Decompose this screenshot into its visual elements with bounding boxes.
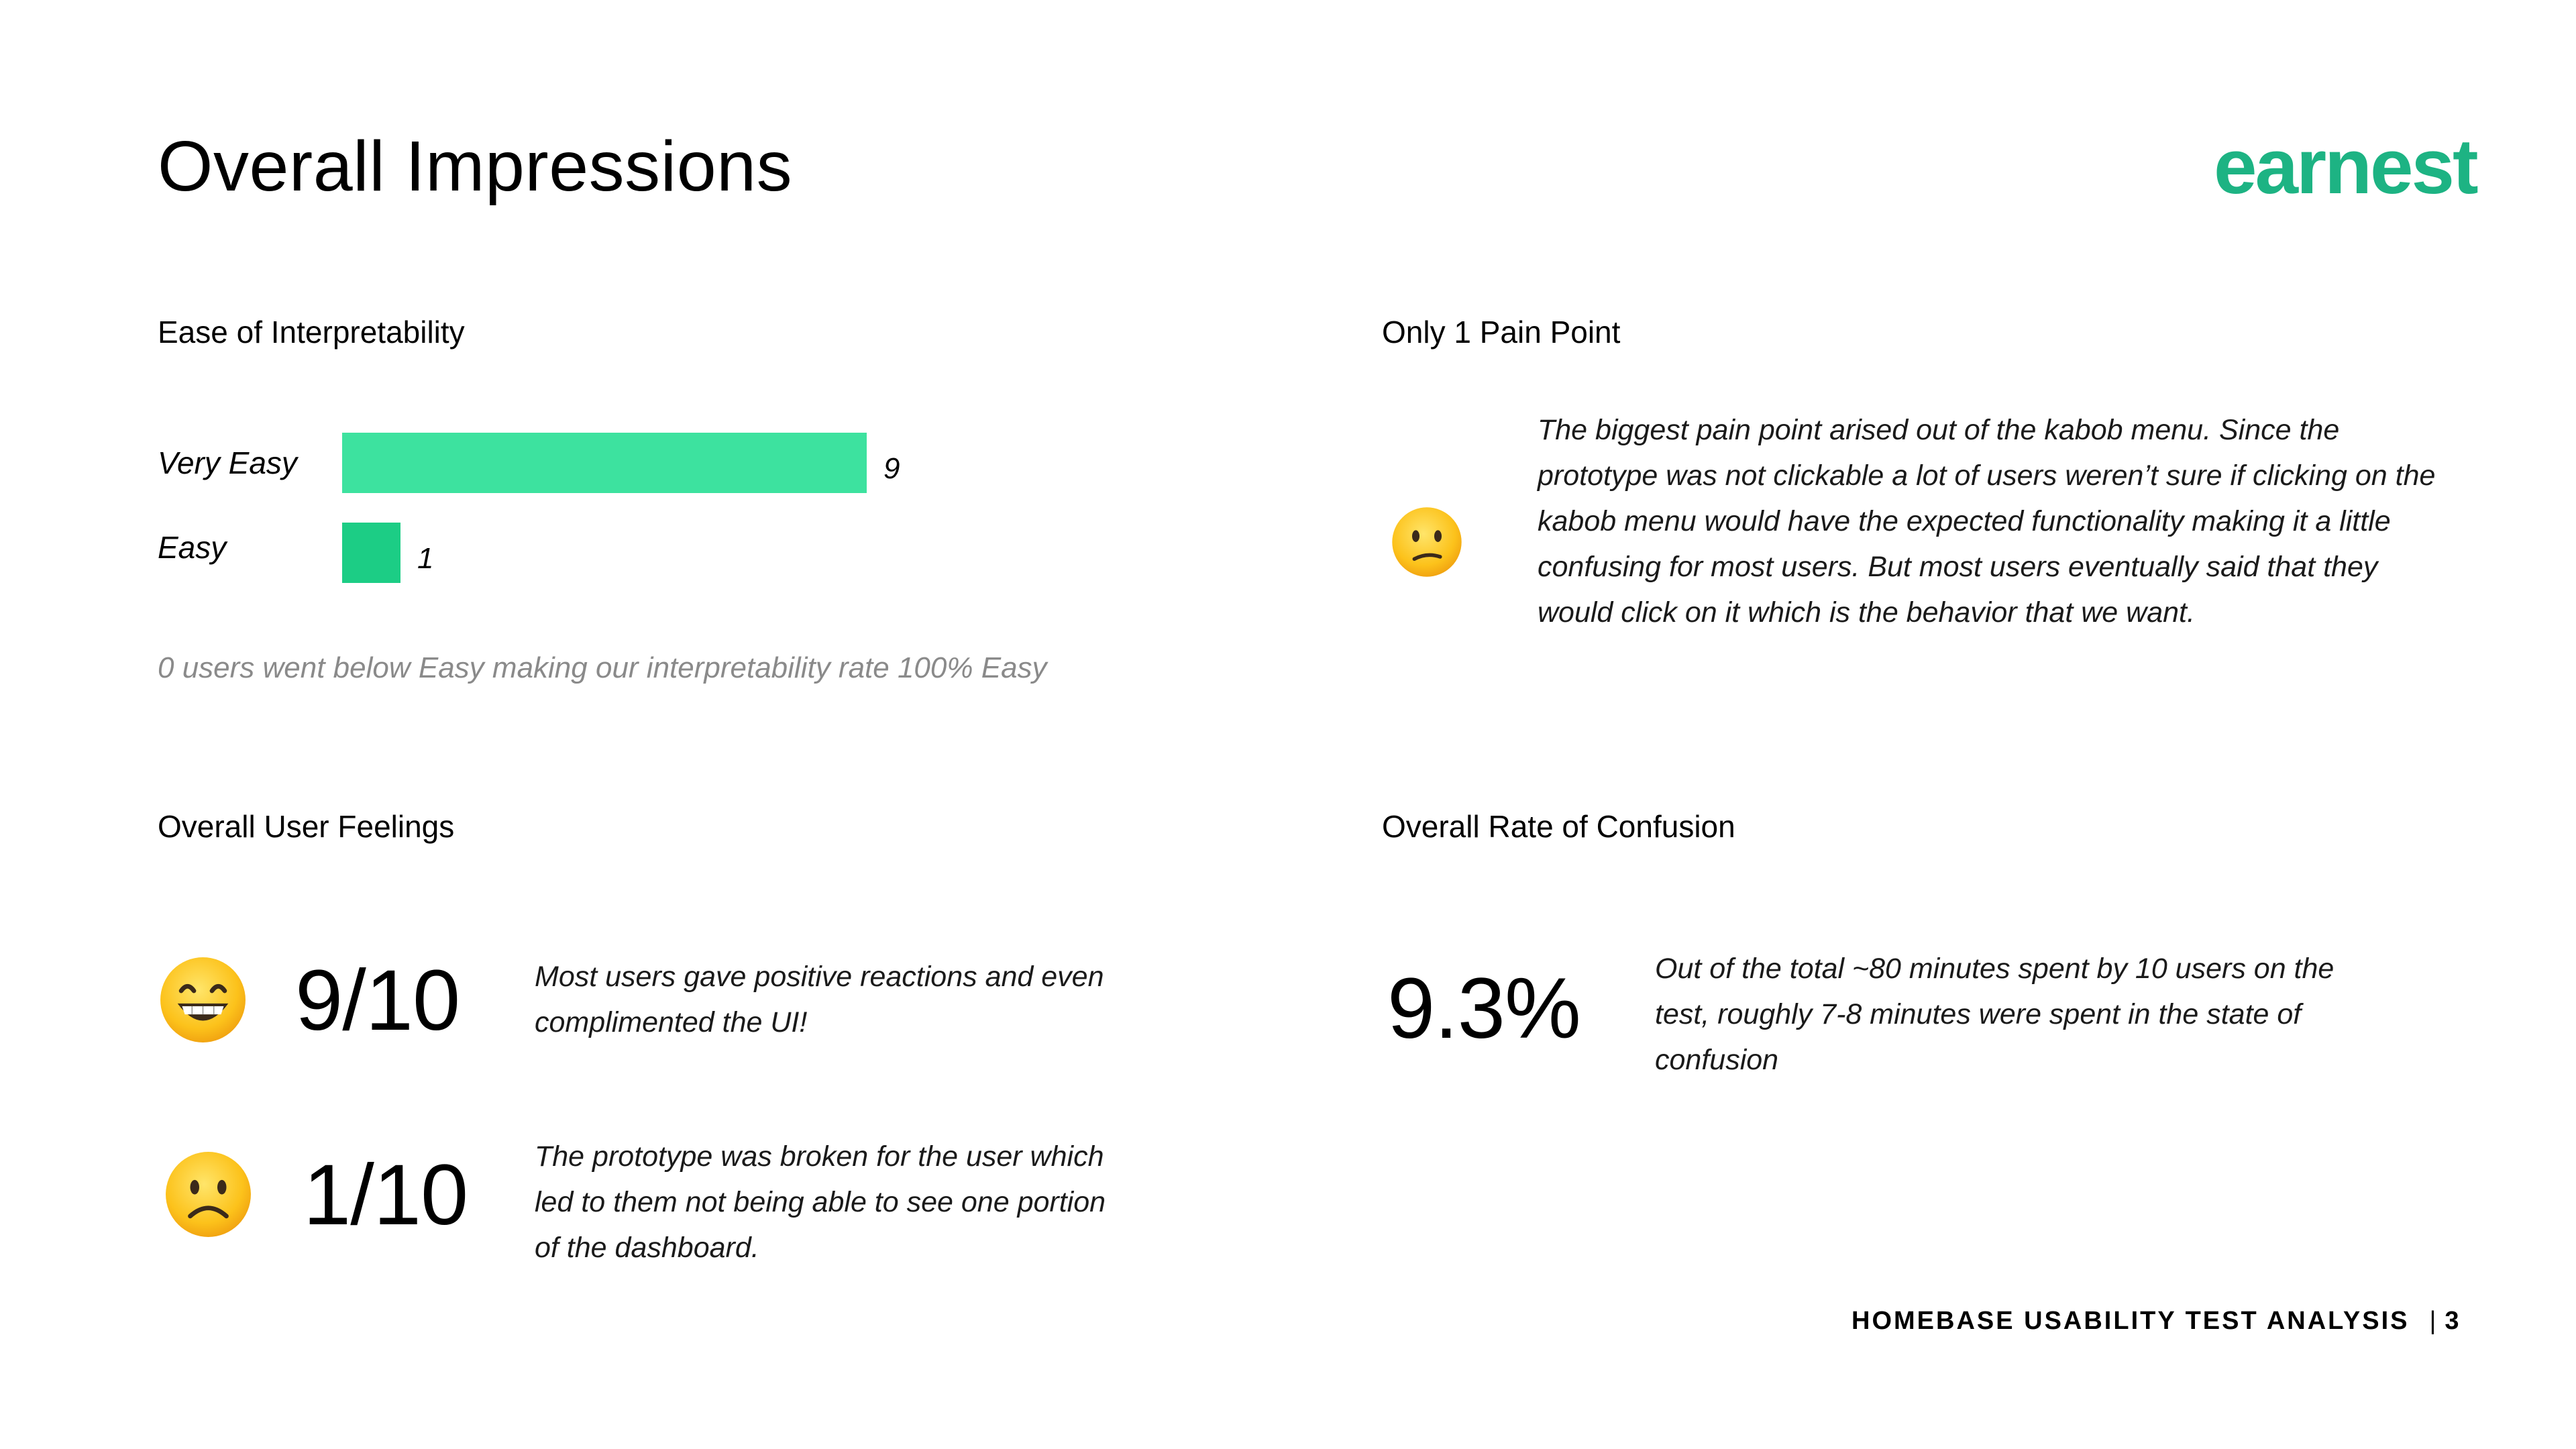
page-number: 3 — [2445, 1307, 2461, 1335]
bar-very-easy — [342, 433, 867, 493]
pain-point-text: The biggest pain point arised out of the kabob menu. Since the prototype was not clickable a lot of users weren’t sure if clicking on the kabob menu would have the expected functionality making it a little confusing for most users. But most users eventually said that they would click on it which is the behavior that we want. — [1538, 414, 2436, 629]
pain-point-heading: Only 1 Pain Point — [1382, 315, 1621, 350]
footer — [1851, 1308, 2461, 1334]
footer-separator: | — [2429, 1307, 2438, 1335]
bar-value-very-easy: 9 — [883, 452, 900, 485]
page-title: Overall Impressions — [158, 127, 793, 206]
bar-easy — [342, 523, 400, 583]
confusion-text: Out of the total ~80 minutes spent by 10 users on the test, roughly 7-8 minutes were spent in the state of confusion — [1655, 953, 2334, 1076]
frowning-face-emoji — [163, 1149, 254, 1240]
earnest-logo: earnest — [2214, 123, 2477, 210]
feelings-text-positive: Most users gave positive reactions and even complimented the UI! — [535, 961, 1104, 1038]
grinning-face-emoji — [158, 955, 248, 1045]
ease-note: 0 users went below Easy making our interpretability rate 100% Easy — [158, 651, 1047, 684]
bar-value-easy: 1 — [417, 542, 434, 575]
feelings-score-positive: 9/10 — [295, 953, 460, 1049]
ease-heading: Ease of Interpretability — [158, 315, 465, 350]
feelings-score-negative: 1/10 — [303, 1147, 468, 1243]
bar-label-easy: Easy — [158, 530, 227, 565]
feelings-heading: Overall User Feelings — [158, 809, 455, 844]
confusion-rate: 9.3% — [1387, 961, 1580, 1057]
footer-title: HOMEBASE USABILITY TEST ANALYSIS — [1851, 1307, 2410, 1335]
bar-label-very-easy: Very Easy — [158, 445, 297, 480]
confusion-heading: Overall Rate of Confusion — [1382, 809, 1735, 844]
confused-face-emoji — [1390, 505, 1464, 579]
feelings-text-negative: The prototype was broken for the user which led to them not being able to see one portion of the dashboard. — [535, 1140, 1106, 1264]
